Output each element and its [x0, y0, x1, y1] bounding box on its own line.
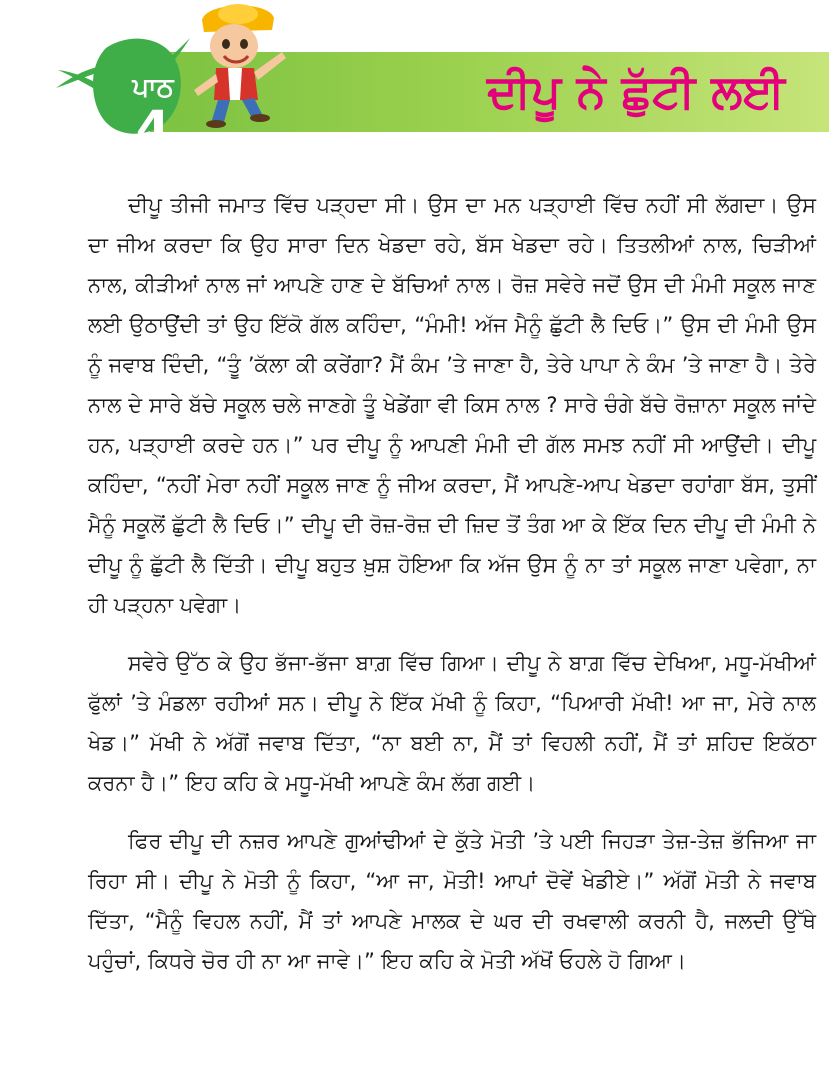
lesson-badge — [48, 30, 198, 158]
story-paragraph-3: ਫਿਰ ਦੀਪੂ ਦੀ ਨਜ਼ਰ ਆਪਣੇ ਗੁਆਂਢੀਆਂ ਦੇ ਕੁੱਤੇ ਮੋਤੀ ’ਤੇ ਪਈ ਜਿਹੜਾ ਤੇਜ਼-ਤੇਜ਼ ਭੱਜਿਆ ਜਾ ਰਿਹਾ ਸੀ। ਦੀਪੂ ਨੇ ਮੋਤੀ ਨੂੰ ਕਿਹਾ, “ਆ ਜਾ, ਮੋਤੀ! ਆਪਾਂ ਦੋਵੇਂ ਖੇਡੀਏ।” ਅੱਗੋਂ ਮੋਤੀ ਨੇ ਜਵਾਬ ਦਿੱਤਾ, “ਮੈਨੂੰ ਵਿਹਲ ਨਹੀਂ, ਮੈਂ ਤਾਂ ਆਪਣੇ ਮਾਲਕ ਦੇ ਘਰ ਦੀ ਰਖਵਾਲੀ ਕਰਨੀ ਹੈ, ਜਲਦੀ ਉੱਥੇ ਪਹੁੰਚਾਂ, ਕਿਧਰੇ ਚੋਰ ਹੀ ਨਾ ਆ ਜਾਵੇ।” ਇਹ ਕਹਿ ਕੇ ਮੋਤੀ ਅੱਖੋਂ ਓਹਲੇ ਹੋ ਗਿਆ। — [88, 829, 816, 973]
story-paragraph-2: ਸਵੇਰੇ ਉੱਠ ਕੇ ਉਹ ਭੱਜਾ-ਭੱਜਾ ਬਾਗ਼ ਵਿੱਚ ਗਿਆ। ਦੀਪੂ ਨੇ ਬਾਗ਼ ਵਿੱਚ ਦੇਖਿਆ, ਮਧੂ-ਮੱਖੀਆਂ ਫੁੱਲਾਂ ’ਤੇ ਮੰਡਲਾ ਰਹੀਆਂ ਸਨ। ਦੀਪੂ ਨੇ ਇੱਕ ਮੱਖੀ ਨੂੰ ਕਿਹਾ, “ਪਿਆਰੀ ਮੱਖੀ! ਆ ਜਾ, ਮੇਰੇ ਨਾਲ ਖੇਡ।” ਮੱਖੀ ਨੇ ਅੱਗੋਂ ਜਵਾਬ ਦਿੱਤਾ, “ਨਾ ਬਈ ਨਾ, ਮੈਂ ਤਾਂ ਵਿਹਲੀ ਨਹੀਂ, ਮੈਂ ਤਾਂ ਸ਼ਹਿਦ ਇਕੱਠਾ ਕਰਨਾ ਹੈ।” ਇਹ ਕਹਿ ਕੇ ਮਧੂ-ਮੱਖੀ ਆਪਣੇ ਕੰਮ ਲੱਗ ਗਈ। — [88, 651, 816, 795]
story-text — [88, 185, 816, 999]
lesson-label: ਪਾਠ — [132, 73, 174, 103]
lesson-number: 4 — [135, 100, 171, 158]
story-paragraph-1: ਦੀਪੂ ਤੀਜੀ ਜਮਾਤ ਵਿੱਚ ਪੜ੍ਹਦਾ ਸੀ। ਉਸ ਦਾ ਮਨ ਪੜ੍ਹਾਈ ਵਿੱਚ ਨਹੀਂ ਸੀ ਲੱਗਦਾ। ਉਸ ਦਾ ਜੀਅ ਕਰਦਾ ਕਿ ਉਹ ਸਾਰਾ ਦਿਨ ਖੇਡਦਾ ਰਹੇ, ਬੱਸ ਖੇਡਦਾ ਰਹੇ। ਤਿਤਲੀਆਂ ਨਾਲ, ਚਿੜੀਆਂ ਨਾਲ, ਕੀੜੀਆਂ ਨਾਲ ਜਾਂ ਆਪਣੇ ਹਾਣ ਦੇ ਬੱਚਿਆਂ ਨਾਲ। ਰੋਜ਼ ਸਵੇਰੇ ਜਦੋਂ ਉਸ ਦੀ ਮੰਮੀ ਸਕੂਲ ਜਾਣ ਲਈ ਉਠਾਉਂਦੀ ਤਾਂ ਉਹ ਇੱਕੋ ਗੱਲ ਕਹਿੰਦਾ, “ਮੰਮੀ! ਅੱਜ ਮੈਨੂੰ ਛੁੱਟੀ ਲੈ ਦਿਓ।” ਉਸ ਦੀ ਮੰਮੀ ਉਸ ਨੂੰ ਜਵਾਬ ਦਿੰਦੀ, “ਤੂੰ ’ਕੱਲਾ ਕੀ ਕਰੇਂਗਾ? ਮੈਂ ਕੰਮ ’ਤੇ ਜਾਣਾ ਹੈ, ਤੇਰੇ ਪਾਪਾ ਨੇ ਕੰਮ ’ਤੇ ਜਾਣਾ ਹੈ। ਤੇਰੇ ਨਾਲ ਦੇ ਸਾਰੇ ਬੱਚੇ ਸਕੂਲ ਚਲੇ ਜਾਣਗੇ ਤੂੰ ਖੇਡੇਂਗਾ ਵੀ ਕਿਸ ਨਾਲ ? ਸਾਰੇ ਚੰਗੇ ਬੱਚੇ ਰੋਜ਼ਾਨਾ ਸਕੂਲ ਜਾਂਦੇ ਹਨ, ਪੜ੍ਹਾਈ ਕਰਦੇ ਹਨ।” ਪਰ ਦੀਪੂ ਨੂੰ ਆਪਣੀ ਮੰਮੀ ਦੀ ਗੱਲ ਸਮਝ ਨਹੀਂ ਸੀ ਆਉਂਦੀ। ਦੀਪੂ ਕਹਿੰਦਾ, “ਨਹੀਂ ਮੇਰਾ ਨਹੀਂ ਸਕੂਲ ਜਾਣ ਨੂੰ ਜੀਅ ਕਰਦਾ, ਮੈਂ ਆਪਣੇ-ਆਪ ਖੇਡਦਾ ਰਹਾਂਗਾ ਬੱਸ, ਤੁਸੀਂ ਮੈਨੂੰ ਸਕੂਲੋਂ ਛੁੱਟੀ ਲੈ ਦਿਓ।” ਦੀਪੂ ਦੀ ਰੋਜ਼-ਰੋਜ਼ ਦੀ ਜ਼ਿਦ ਤੋਂ ਤੰਗ ਆ ਕੇ ਇੱਕ ਦਿਨ ਦੀਪੂ ਦੀ ਮੰਮੀ ਨੇ ਦੀਪੂ ਨੂੰ ਛੁੱਟੀ ਲੈ ਦਿੱਤੀ। ਦੀਪੂ ਬਹੁਤ ਖ਼ੁਸ਼ ਹੋਇਆ ਕਿ ਅੱਜ ਉਸ ਨੂੰ ਨਾ ਤਾਂ ਸਕੂਲ ਜਾਣਾ ਪਵੇਗਾ, ਨਾ ਹੀ ਪੜ੍ਹਨਾ ਪਵੇਗਾ। — [88, 193, 816, 617]
lesson-title: ਦੀਪੂ ਨੇ ਛੁੱਟੀ ਲਈ — [486, 64, 785, 118]
mascot-boy-icon — [186, 0, 296, 128]
